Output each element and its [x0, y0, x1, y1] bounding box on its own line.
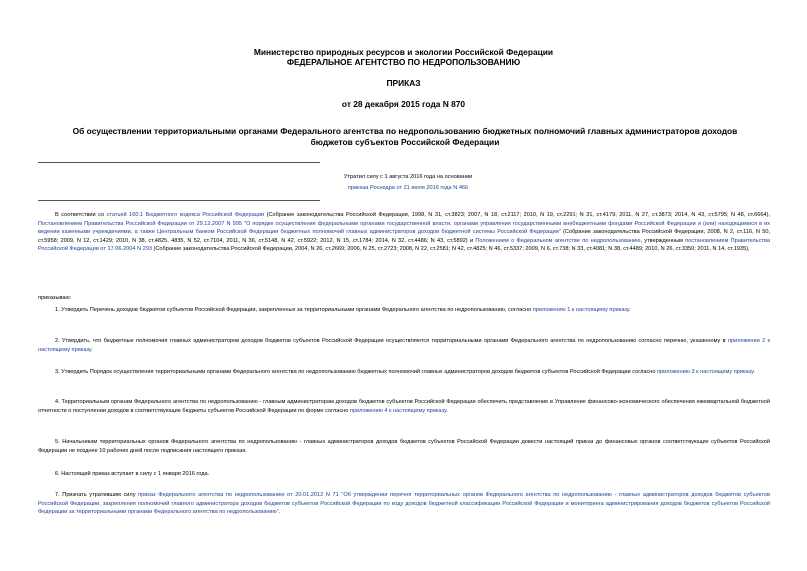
resolution-293-link[interactable]: постановлением Правительства Российской Федерации от 17.06.2004 N 293 — [38, 237, 770, 253]
separator-bottom — [38, 200, 320, 201]
preamble-text-2: (Собрание законодательства Российской Федерации, 1998, N 31, ст.3823; 2007, N 18, ст.2117; 2010, N 19, ст.2291; N 31, ст.4179; 2011, N 27, ст.3873; 2014, N 43, ст.5795; N 48, ст.6664), — [264, 212, 770, 218]
item-7-end: . — [278, 509, 281, 516]
preamble-text-3: (Собрание законодательства Российской Федерации, 2008, N 2, ст.116, N 50, ст.5958; 2009, N 12, ст.1429; 2010, N 38, ст.4825, 4835, N 52, ст.7104, 2011, N 36, ст.5148, N 42, ст.5922; 2012, N 15, ст.1784; 2014, N 32, ст.4486; N 43, ст.5892) и — [38, 229, 770, 244]
item-1-text: 1. Утвердить Перечень доходов бюджетов субъектов Российской Федерации, закрепленных за территориальными органами Федерального агентства по недропользованию, согласно — [55, 307, 533, 313]
preamble-text-4: , утвержденным — [640, 237, 686, 244]
item-1-end: . — [629, 307, 631, 313]
preamble-text-1: В соответствии со — [55, 212, 107, 218]
lost-force-note — [323, 172, 493, 194]
item-2-text: 2. Утвердить, что бюджетные полномочия главных администраторов доходов бюджетов субъектов Российской Федерации осуществляются территориальными органами Федерального агентства по недропользованию согласно перечню, указанному в — [55, 338, 728, 344]
appendix-3-link[interactable]: приложению 3 к настоящему приказу — [657, 369, 754, 375]
item-4-text: 4. Территориальным органам Федерального агентства по недропользованию - главным администраторам доходов бюджетов субъектов Российской Федерации обеспечить представление в Управление финансово-экономического обеспечения ежеквартальной бюджетной отчетности о поступлении доходов в соответствующие бюджеты субъектов Российской Федерации по форме согласно — [38, 399, 770, 414]
document-title: Об осуществлении территориальными органами Федерального агентства по недропользованию бюджетных полномочий главных администраторов доходов бюджетов субъектов Российской Федерации — [72, 126, 738, 147]
item-4-end: . — [446, 407, 448, 414]
appendix-2-link[interactable]: приложении 2 к настоящему приказу — [38, 338, 770, 353]
order-word: приказываю: — [38, 295, 72, 301]
item-3-text: 3. Утвердить Порядок осуществления территориальными органами Федерального агентства по недропользованию бюджетных полномочий главных администраторов доходов бюджетов субъектов Российской Федерации согласно — [55, 369, 658, 375]
item-2 — [38, 337, 770, 354]
item-6: 6. Настоящий приказ вступает в силу с 1 января 2016 года. — [55, 471, 210, 477]
budget-code-link[interactable]: статьей 160.1 Бюджетного кодекса Российской Федерации — [106, 212, 265, 218]
lost-force-text: Утратил силу с 1 августа 2016 года на основании — [343, 174, 473, 180]
item-3 — [38, 368, 770, 377]
document-type: ПРИКАЗ — [386, 78, 421, 88]
separator-top — [38, 162, 320, 163]
item-2-end: . — [91, 346, 93, 353]
agency-name: ФЕДЕРАЛЬНОЕ АГЕНТСТВО ПО НЕДРОПОЛЬЗОВАНИЮ — [286, 57, 521, 67]
item-4 — [38, 398, 770, 415]
appendix-4-link[interactable]: приложению 4 к настоящему приказу — [349, 407, 447, 414]
document-date-number: от 28 декабря 2015 года N 870 — [341, 99, 466, 109]
order-71-link[interactable]: приказ Федерального агентства по недропользованию от 20.01.2012 N 71 "Об утверждении перечня территориальных органов Федерального агентства по недропользованию - главных администраторов доходов бюджетов субъектов Российской Федерации, закрепления полномочий главного администратора доходов бюджетов субъектов Российской Федерации по коду доходов бюджетной классификации Российской Федерации и мониторинга администрирования доходов бюджетов субъектов Российской Федерации за территориальными органами Федерального агентства по недропользованию" — [38, 492, 770, 516]
resolution-995-link[interactable]: Постановлением Правительства Российской Федерации от 29.12.2007 N 995 "О порядке осуществления федеральными органами государственной власти, органами управления государственными внебюджетными фондами Российской Федерации и (или) находящимися в их ведении казенными учреждениями, а также Центральным банком Российской Федерации бюджетных полномочий главных администраторов доходов бюджетной системы Российской Федерации" — [38, 220, 770, 236]
item-3-end: . — [753, 369, 755, 375]
lost-force-link[interactable]: приказа Роснедра от 21 июля 2016 года N 466 — [347, 185, 469, 191]
ministry-name: Министерство природных ресурсов и экологии Российской Федерации — [253, 47, 554, 57]
agency-regulation-link[interactable]: Положением о Федеральном агентстве по недропользованию — [475, 237, 641, 244]
preamble-text-5: (Собрание законодательства Российской Федерации, 2004, N 26, ст.2669; 2006, N 25, ст.2723; 2008, N 22, ст.2581; N 42, ст.4825; N 46, ст.5337; 2009, N 6, ст.738; N 33, ст.4081; N 38, ст.4489; 2010, N 26, ст.3350; 2011, N 14, ст.1935), — [151, 246, 750, 253]
appendix-1-link[interactable]: приложению 1 к настоящему приказу — [532, 307, 630, 313]
item-7 — [38, 491, 770, 517]
item-5: 5. Начальникам территориальных органов Федерального агентства по недропользованию - главных администраторов доходов бюджетов субъектов Российской Федерации довести настоящий приказ до финансовых органов соответствующих субъектов Российской Федерации не позднее 10 рабочих дней после подписания настоящего приказа. — [38, 439, 770, 454]
item-7-text: 7. Признать утратившим силу — [55, 492, 139, 498]
item-1 — [38, 306, 770, 315]
preamble-paragraph — [38, 211, 770, 254]
